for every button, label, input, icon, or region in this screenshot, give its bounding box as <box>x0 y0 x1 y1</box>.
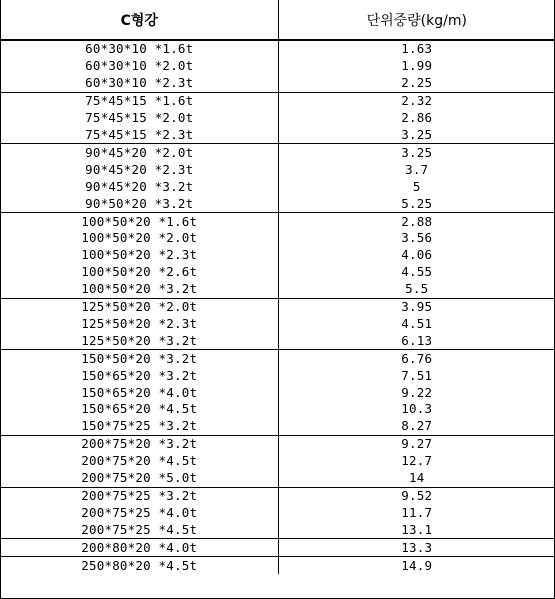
unit-weight-cell[interactable]: 4.55 <box>401 264 433 280</box>
spec-cell[interactable]: 150*65*20 *3.2t <box>1 367 278 384</box>
unit-weight-cell[interactable]: 7.51 <box>401 367 433 383</box>
table-row <box>1 401 555 418</box>
table-row <box>1 92 555 109</box>
header-row <box>1 0 555 40</box>
table-row <box>1 127 555 144</box>
table-row <box>1 367 555 384</box>
unit-weight-cell[interactable]: 1.63 <box>401 41 433 57</box>
spec-cell[interactable]: 100*50*20 *2.3t <box>1 247 278 264</box>
unit-weight-cell[interactable]: 2.88 <box>401 213 433 229</box>
spec-cell[interactable]: 150*50*20 *3.2t <box>1 350 278 367</box>
spec-cell[interactable]: 125*50*20 *3.2t <box>1 332 278 349</box>
table-row <box>1 40 555 58</box>
spec-cell[interactable]: 200*75*20 *5.0t <box>1 470 278 487</box>
table-row <box>1 521 555 538</box>
unit-weight-cell[interactable]: 9.52 <box>401 488 433 504</box>
spec-cell[interactable]: 75*45*15 *2.3t <box>1 127 278 144</box>
table-row <box>1 230 555 247</box>
header-unit-weight[interactable]: 단위중량(kg/m) <box>278 0 555 40</box>
unit-weight-cell[interactable]: 3.25 <box>278 127 555 144</box>
spec-cell[interactable]: 60*30*10 *1.6t <box>1 40 278 58</box>
spec-cell[interactable]: 75*45*15 *1.6t <box>1 92 278 109</box>
unit-weight-cell[interactable]: 12.7 <box>401 453 433 469</box>
table-body <box>1 40 555 574</box>
unit-weight-cell[interactable]: 8.27 <box>278 418 555 435</box>
table-row <box>1 418 555 435</box>
header-spec[interactable]: C형강 <box>1 0 278 40</box>
spec-cell[interactable]: 200*80*20 *4.0t <box>1 539 278 557</box>
table-row <box>1 264 555 281</box>
table-row <box>1 350 555 367</box>
spec-cell[interactable]: 90*45*20 *2.0t <box>1 144 278 161</box>
unit-weight-cell[interactable]: 5.5 <box>278 281 555 298</box>
table-row <box>1 539 555 557</box>
table-row <box>1 144 555 161</box>
spec-cell[interactable]: 150*65*20 *4.0t <box>1 384 278 401</box>
spec-cell[interactable]: 100*50*20 *3.2t <box>1 281 278 298</box>
spec-cell[interactable]: 100*50*20 *2.6t <box>1 264 278 281</box>
table-row <box>1 281 555 298</box>
spec-cell[interactable]: 100*50*20 *1.6t <box>1 213 278 230</box>
table-row <box>1 213 555 230</box>
table-row <box>1 557 555 574</box>
unit-weight-cell[interactable]: 6.76 <box>401 350 433 366</box>
table-row <box>1 332 555 349</box>
unit-weight-cell[interactable]: 6.13 <box>278 332 555 349</box>
spec-cell[interactable]: 200*75*20 *4.5t <box>1 453 278 470</box>
spec-cell[interactable]: 90*45*20 *3.2t <box>1 178 278 195</box>
table-row <box>1 316 555 333</box>
table-row <box>1 178 555 195</box>
unit-weight-cell[interactable]: 3.95 <box>401 299 433 315</box>
spec-cell[interactable]: 100*50*20 *2.0t <box>1 230 278 247</box>
spec-cell[interactable]: 250*80*20 *4.5t <box>1 557 278 574</box>
unit-weight-cell[interactable]: 4.06 <box>401 247 433 263</box>
unit-weight-cell[interactable]: 1.99 <box>401 58 433 74</box>
table-row <box>1 470 555 487</box>
table-row <box>1 487 555 504</box>
unit-weight-cell[interactable]: 9.27 <box>401 436 433 452</box>
table-row <box>1 384 555 401</box>
table-row <box>1 195 555 212</box>
unit-weight-cell[interactable]: 2.32 <box>401 93 433 109</box>
unit-weight-cell[interactable]: 3.7 <box>405 161 429 177</box>
spec-cell[interactable]: 200*75*20 *3.2t <box>1 435 278 452</box>
unit-weight-cell[interactable]: 5.25 <box>278 195 555 212</box>
spec-cell[interactable]: 90*45*20 *2.3t <box>1 161 278 178</box>
table-row <box>1 247 555 264</box>
unit-weight-cell[interactable]: 5 <box>412 178 421 194</box>
table-row <box>1 75 555 92</box>
spec-cell[interactable]: 60*30*10 *2.0t <box>1 58 278 75</box>
spec-cell[interactable]: 125*50*20 *2.0t <box>1 298 278 315</box>
spec-cell[interactable]: 200*75*25 *3.2t <box>1 487 278 504</box>
unit-weight-cell[interactable]: 2.25 <box>278 75 555 92</box>
c-channel-weight-table <box>1 0 555 574</box>
table-row <box>1 58 555 75</box>
spec-cell[interactable]: 200*75*25 *4.0t <box>1 504 278 521</box>
table-row <box>1 453 555 470</box>
table-row <box>1 298 555 315</box>
spec-cell[interactable]: 125*50*20 *2.3t <box>1 316 278 333</box>
table-row <box>1 504 555 521</box>
unit-weight-cell[interactable]: 4.51 <box>401 315 433 331</box>
spec-cell[interactable]: 90*50*20 *3.2t <box>1 195 278 212</box>
unit-weight-cell[interactable]: 13.1 <box>278 521 555 538</box>
unit-weight-cell[interactable]: 13.3 <box>278 539 555 557</box>
spec-cell[interactable]: 75*45*15 *2.0t <box>1 110 278 127</box>
unit-weight-cell[interactable]: 9.22 <box>401 384 433 400</box>
unit-weight-cell[interactable]: 3.25 <box>401 144 433 160</box>
spec-cell[interactable]: 200*75*25 *4.5t <box>1 521 278 538</box>
spec-cell[interactable]: 150*65*20 *4.5t <box>1 401 278 418</box>
unit-weight-cell[interactable]: 10.3 <box>401 401 433 417</box>
table-row <box>1 435 555 452</box>
spec-cell[interactable]: 150*75*25 *3.2t <box>1 418 278 435</box>
unit-weight-cell[interactable]: 14 <box>278 470 555 487</box>
unit-weight-cell[interactable]: 11.7 <box>401 504 433 520</box>
table-row <box>1 110 555 127</box>
unit-weight-cell[interactable]: 3.56 <box>401 230 433 246</box>
spec-cell[interactable]: 60*30*10 *2.3t <box>1 75 278 92</box>
table-row <box>1 161 555 178</box>
unit-weight-cell[interactable]: 2.86 <box>401 110 433 126</box>
unit-weight-cell[interactable]: 14.9 <box>401 557 433 573</box>
